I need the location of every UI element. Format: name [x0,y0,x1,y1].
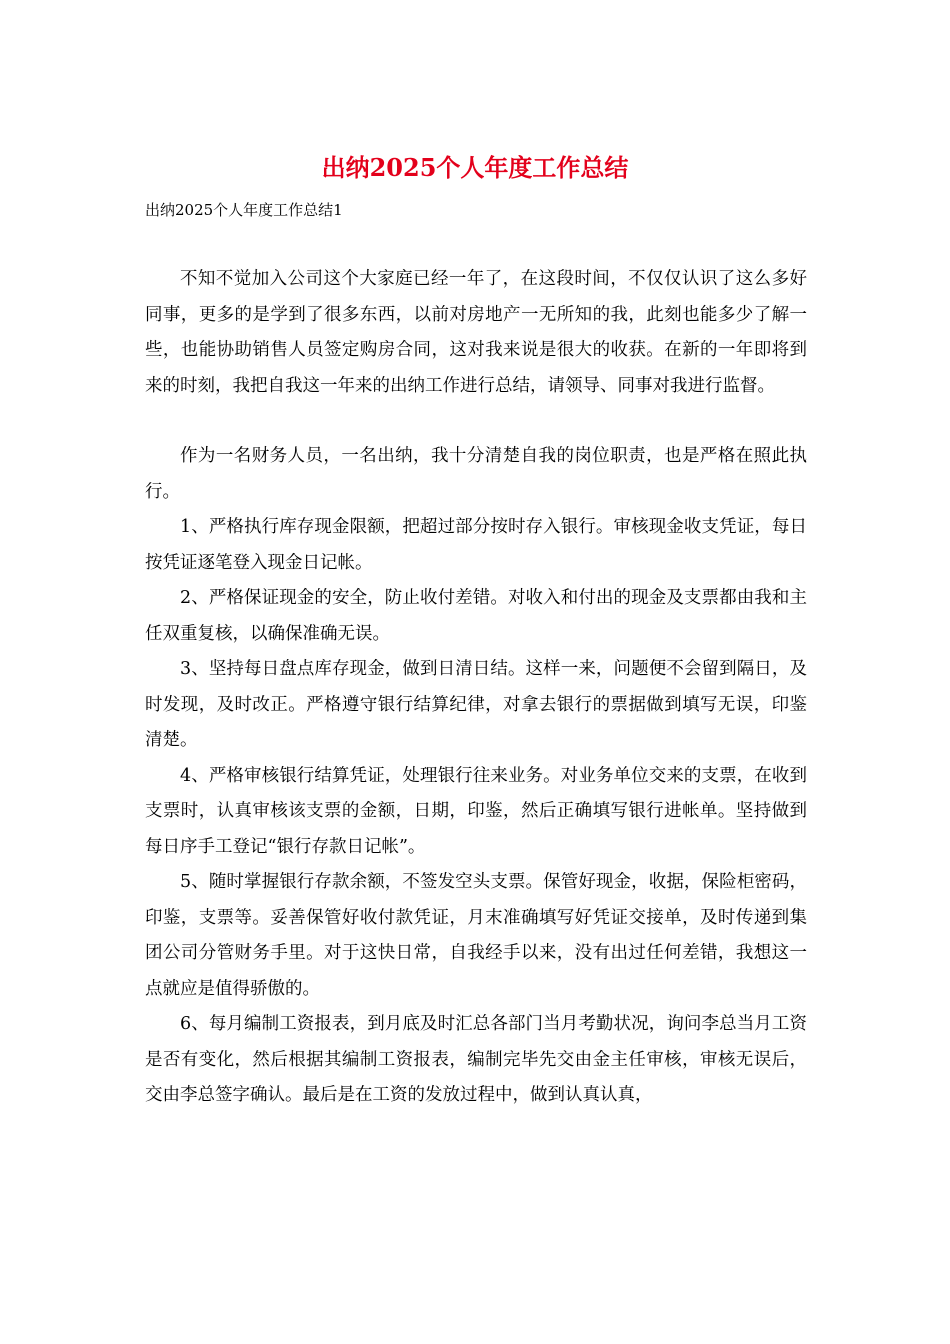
paragraph-item-1: 1、严格执行库存现金限额，把超过部分按时存入银行。审核现金收支凭证，每日按凭证逐笔登入现金日记帐。 [145,517,807,573]
paragraph-item-2: 2、严格保证现金的安全，防止收付差错。对收入和付出的现金及支票都由我和主任双重复核，以确保准确无误。 [145,588,807,644]
document-body [145,262,807,1114]
paragraph-intro: 不知不觉加入公司这个大家庭已经一年了，在这段时间，不仅仅认识了这么多好同事，更多的是学到了很多东西，以前对房地产一无所知的我，此刻也能多少了解一些，也能协助销售人员签定购房合同，这对我来说是很大的收获。在新的一年即将到来的时刻，我把自我这一年来的出纳工作进行总结，请领导、同事对我进行监督。 [145,269,807,396]
paragraph-item-6: 6、每月编制工资报表，到月底及时汇总各部门当月考勤状况，询问李总当月工资是否有变化，然后根据其编制工资报表，编制完毕先交由金主任审核，审核无误后，交由李总签字确认。最后是在工资的发放过程中，做到认真认真， [145,1014,807,1105]
paragraph-duties: 作为一名财务人员，一名出纳，我十分清楚自我的岗位职责，也是严格在照此执行。 [145,446,807,502]
paragraph-item-4: 4、严格审核银行结算凭证，处理银行往来业务。对业务单位交来的支票，在收到支票时，认真审核该支票的金额，日期，印鉴，然后正确填写银行进帐单。坚持做到每日序手工登记“银行存款日记帐”。 [145,765,807,857]
document-title: 出纳2025个人年度工作总结 [321,153,629,182]
paragraph-item-5: 5、随时掌握银行存款余额，不签发空头支票。保管好现金，收据，保险柜密码，印鉴，支票等。妥善保管好收付款凭证，月末准确填写好凭证交接单，及时传递到集团公司分管财务手里。对于这快日常，自我经手以来，没有出过任何差错，我想这一点就应是值得骄傲的。 [145,872,807,999]
paragraph-gap [145,404,807,439]
paragraph-item-3: 3、坚持每日盘点库存现金，做到日清日结。这样一来，问题便不会留到隔日，及时发现，及时改正。严格遵守银行结算纪律，对拿去银行的票据做到填写无误，印鉴清楚。 [145,659,807,750]
document-subtitle: 出纳2025个人年度工作总结1 [145,201,343,219]
